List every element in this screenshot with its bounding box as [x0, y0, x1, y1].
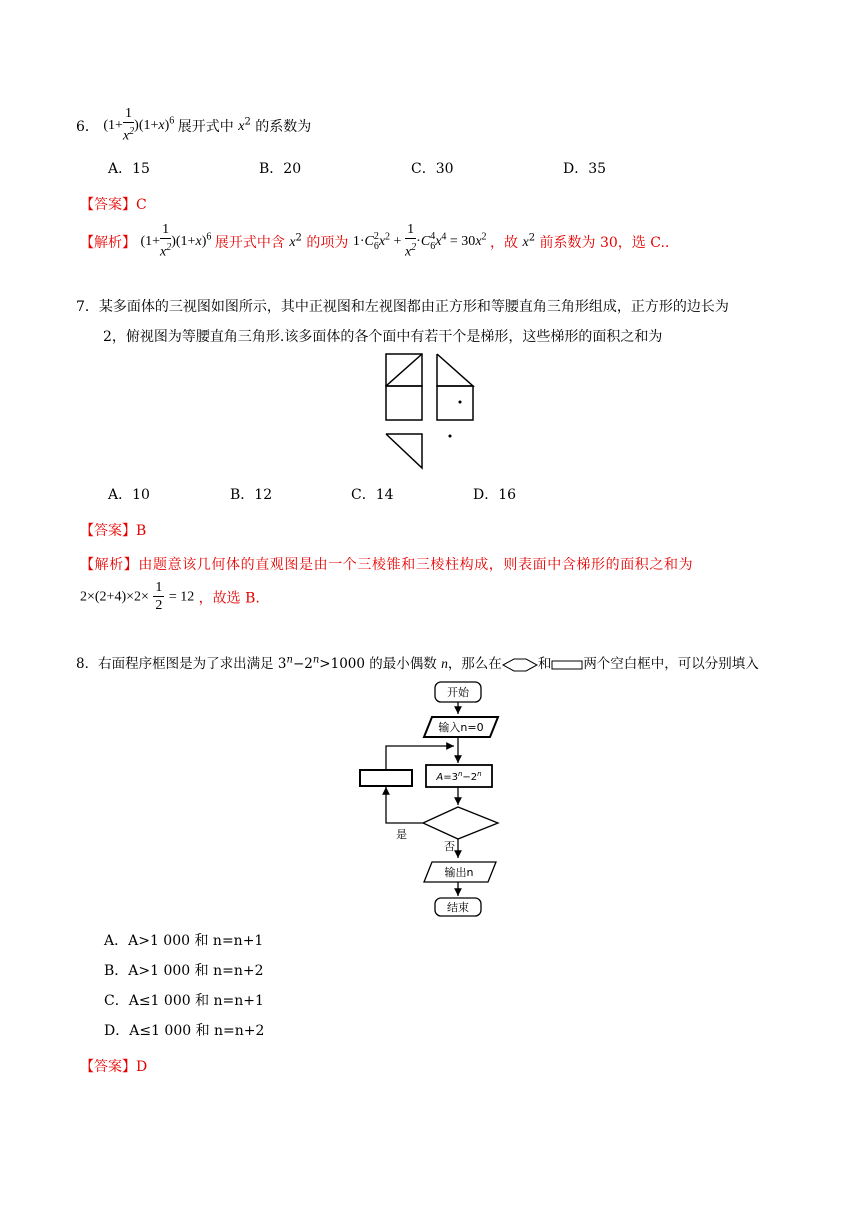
- q7-analysis-expr: 2×(2+4)×2×: [80, 589, 149, 605]
- flow-start-label: 开始: [447, 686, 469, 699]
- flow-input-label: 输入n=0: [438, 721, 484, 734]
- q6-option-a: A．15: [108, 161, 150, 177]
- q6-option-b: B．20: [259, 161, 302, 177]
- flow-assign-label: $A=3^n-2^n$: [436, 770, 482, 783]
- q8-text-f: 两个空白框中，可以分别填入: [583, 656, 759, 672]
- q6-analysis-text3: ，故: [490, 234, 519, 251]
- q8-text-d: ，那么在: [447, 656, 502, 672]
- top-view-dot: [449, 435, 451, 437]
- q6-expr-close: ): [164, 118, 170, 134]
- flow-no-label: 否: [444, 840, 455, 853]
- q6-analysis-text4: 前系数为 30，选 C..: [539, 234, 670, 251]
- side-view-dot: [459, 401, 461, 403]
- flow-end-label: 结束: [447, 901, 469, 914]
- q6-analysis-text2: 的项为: [306, 234, 349, 251]
- q8-answer: [80, 1056, 147, 1076]
- q7-option-d: D．16: [473, 487, 517, 503]
- diamond-icon: [502, 658, 538, 672]
- q6-option-c: C．30: [411, 161, 454, 177]
- side-view-triangle: [437, 354, 473, 386]
- q7-analysis-line2: [80, 580, 260, 626]
- q7-analysis-text: 由题意该几何体的直观图是由一个三棱锥和三棱柱构成，则表面中含梯形的面积之和为: [138, 557, 694, 573]
- q6-text-a: 展开式中: [177, 118, 234, 135]
- q6-expr-exp: 6: [169, 115, 175, 127]
- rectangle-icon: [551, 659, 583, 671]
- q6-expr-post: )(1+: [134, 118, 159, 134]
- front-view-square: [386, 386, 422, 420]
- q7-option-c: C．14: [351, 487, 394, 503]
- flow-yes-path: [386, 787, 423, 823]
- q7-analysis-frac: $\frac{1}{2}$: [155, 580, 163, 613]
- flow-blank-box: [360, 770, 412, 786]
- q6-frac: [123, 106, 134, 146]
- q6-number: 6．: [76, 118, 99, 135]
- q7-analysis-label: 【解析】: [80, 557, 139, 573]
- q7-answer-value: B: [136, 523, 147, 539]
- flow-decision-diamond: [423, 807, 498, 839]
- q6-frac-den: $x^2$: [122, 126, 135, 144]
- q7-line1: 7．某多面体的三视图如图所示，其中正视图和左视图都由正方形和等腰直角三角形组成，正方形的边长为: [76, 299, 729, 315]
- flow-loop-back: [386, 746, 454, 770]
- q6-answer-value: C: [136, 197, 147, 213]
- q8-option-d: D．A≤1 000 和 n=n+2: [104, 1023, 265, 1039]
- q7-line2: 2，俯视图为等腰直角三角形.该多面体的各个面中有若干个是梯形，这些梯形的面积之和为: [103, 329, 663, 345]
- q7-answer-label: 【答案】: [80, 523, 136, 539]
- top-view-triangle: [386, 434, 422, 468]
- q6-analysis-x2b: $x^2$: [522, 232, 536, 251]
- q6-expr-pre: (1+: [103, 118, 123, 134]
- flow-yes-label: 是: [396, 828, 407, 841]
- q6-answer: [80, 194, 147, 214]
- side-view: [437, 354, 473, 420]
- q8-option-c: C．A≤1 000 和 n=n+1: [104, 993, 264, 1009]
- q7-answer: [80, 520, 146, 540]
- flowchart: [350, 678, 510, 922]
- q6-stem: [76, 106, 311, 150]
- q8-text-c: >1000 的最小偶数: [319, 656, 437, 672]
- q7-option-a: A．10: [108, 487, 150, 503]
- q6-frac-num: 1: [123, 106, 134, 123]
- q8-answer-value: D: [136, 1059, 148, 1075]
- q6-expr-x: x: [158, 118, 165, 134]
- q6-analysis-terms: 1·C 2 6 $x^2$ + $\frac{1}{x^2}$ ·C 4 6 $x^4 = 30x^2$: [352, 222, 487, 260]
- q7-option-b: B．12: [230, 487, 273, 503]
- front-view: [386, 354, 422, 420]
- q7-analysis-result: = 12: [168, 589, 195, 605]
- q8-n-var: n: [441, 656, 448, 671]
- three-view-figure: [380, 352, 480, 470]
- q6-analysis: [80, 222, 669, 268]
- q7-analysis-line1: [80, 554, 693, 574]
- q6-option-d: D．35: [563, 161, 607, 177]
- q6-analysis-label: 【解析】: [80, 234, 136, 251]
- q6-expr: [103, 106, 177, 144]
- flow-output-label: 输出n: [444, 866, 474, 879]
- q8-option-a: A．A>1 000 和 n=n+1: [104, 933, 264, 949]
- q8-stem: 8．右面程序框图是为了求出满足 $3^n-2^n>1000$ 的最小偶数 n，那么在 和 两个空白框中，可以分别填入: [76, 654, 759, 672]
- q8-option-b: B．A>1 000 和 n=n+2: [104, 963, 264, 979]
- q6-answer-label: 【答案】: [80, 197, 136, 213]
- q6-analysis-x2: $x^2$: [289, 232, 302, 251]
- q8-text-a: 8．右面程序框图是为了求出满足 3: [76, 656, 287, 672]
- q8-answer-label: 【答案】: [80, 1059, 136, 1075]
- side-view-square: [437, 386, 473, 420]
- top-view: [386, 434, 451, 468]
- q8-text-e: 和: [537, 656, 552, 672]
- front-view-diagonal: [386, 354, 422, 386]
- q7-analysis-end: ，故选 B.: [198, 590, 260, 607]
- q6-x2: $x^2$: [238, 116, 251, 135]
- q8-text-b: −2: [292, 656, 313, 672]
- q6-analysis-text1: 展开式中含: [214, 234, 285, 251]
- q6-analysis-expr: (1+ $\frac{1}{x^2}$ )$(1+x)^6$: [140, 222, 212, 260]
- q6-text-b: 的系数为: [255, 118, 312, 135]
